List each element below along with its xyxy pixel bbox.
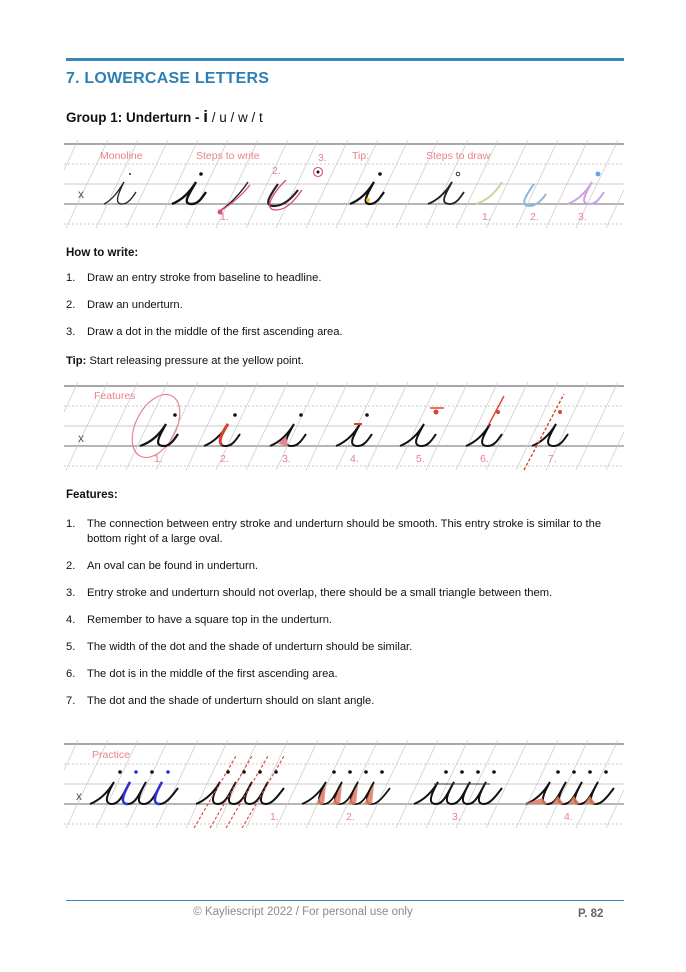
how-to-write-step [66,298,622,313]
group-letter: i [203,107,208,126]
feature-item [66,559,622,574]
feature-number: 4. [350,453,359,465]
feature-2-dot [233,413,237,417]
practice-guide-sheet [64,740,624,832]
how-to-write-list [66,271,622,352]
chapter-title: 7. LOWERCASE LETTERS [66,70,270,87]
tip-dot [378,172,382,176]
feature-item [66,640,622,655]
practice-label: Practice [92,749,130,761]
feature-1-letter [140,424,178,446]
practice-dot [150,770,154,774]
write-step-3-num: 3. [318,152,327,164]
group-prefix: Group 1: Underturn - [66,110,204,125]
practice-number: 4. [564,811,573,823]
features-x-mark: x [78,431,84,445]
practice-dot [348,770,352,774]
practice-dot [364,770,368,774]
steps-panel [64,140,624,232]
step-text: Draw a dot in the middle of the first ascending area. [87,326,343,338]
step-text: Draw an underturn. [87,299,183,311]
tip-text: Start releasing pressure at the yellow point. [86,355,304,367]
feature-item-text: Remember to have a square top in the underturn. [87,614,333,626]
practice-dot [460,770,464,774]
how-to-write-heading: How to write: [66,247,139,259]
practice-number: 1. [270,811,279,823]
practice-number: 3. [452,811,461,823]
write-step-2-num: 2. [272,165,281,177]
step-number: 3. [66,326,76,338]
features-panel [64,382,624,474]
practice-dot [604,770,608,774]
feature-6-slant [488,396,504,426]
practice-panel [64,740,624,832]
label-tip: Tip: [352,150,370,162]
feature-item-number: 4. [66,614,76,626]
top-rule [66,58,624,61]
feature-item [66,667,622,682]
feature-item [66,586,622,601]
practice-dot [476,770,480,774]
practice-dot [380,770,384,774]
draw-step-1-num: 1. [482,211,491,223]
step-number: 1. [66,272,76,284]
practice-x-mark: x [76,789,82,803]
how-to-write-step [66,325,622,340]
how-to-write-step [66,271,622,286]
draw-step-3-stroke [568,182,604,204]
feature-item-number: 5. [66,641,76,653]
features-guide-sheet [64,382,624,474]
monoline-dot [129,173,131,175]
write-step-3-dot [317,171,320,174]
feature-4-letter [336,424,372,446]
group-rest: / u / w / t [207,110,263,125]
tip-yellow-point [366,198,370,202]
feature-item [66,517,622,547]
write-step-1-stroke [220,182,248,211]
feature-item-text: The dot and the shade of underturn should on slant angle. [87,695,375,707]
feature-item-number: 7. [66,695,76,707]
practice-dot [166,770,170,774]
label-steps-to-draw: Steps to draw [426,150,491,162]
feature-number: 7. [548,453,557,465]
practice-dot [118,770,122,774]
features-heading: Features: [66,489,118,501]
practice-dot [242,770,246,774]
feature-1-dot [173,413,177,417]
shaded-dot [199,172,203,176]
steps-guide-sheet [64,140,624,232]
draw-step-3-num: 3. [578,211,587,223]
practice-dot [588,770,592,774]
page-number: P. 82 [578,908,604,920]
practice-dot [444,770,448,774]
feature-number: 5. [416,453,425,465]
feature-item-text: The connection between entry stroke and underturn should be smooth. This entry stroke is similar to the bottom right of a large oval. [87,518,602,545]
practice-dot [134,770,138,774]
steps-x-mark: x [78,187,84,201]
features-label: Features [94,390,136,402]
write-step-2-stroke [268,184,298,206]
draw-outline-dot [456,172,460,176]
practice-dot [556,770,560,774]
feature-3-dot [299,413,303,417]
feature-item [66,613,622,628]
practice-set-2-letters [302,782,390,804]
feature-number: 2. [220,453,229,465]
draw-step-2-num: 2. [530,211,539,223]
feature-2-shade [220,424,228,445]
feature-item-text: The dot is in the middle of the first ascending area. [87,668,338,680]
feature-6-letter [466,424,502,446]
practice-dot [274,770,278,774]
feature-5-dot [434,410,439,415]
group-title [66,107,263,127]
practice-set-0-letters [90,782,178,804]
feature-4-dot [365,413,369,417]
feature-6-dot [496,410,500,414]
step-number: 2. [66,299,76,311]
feature-item-number: 2. [66,560,76,572]
practice-dot [226,770,230,774]
draw-step-1-stroke [476,182,502,204]
tip-label: Tip: [66,355,87,367]
feature-3-letter [270,424,306,446]
practice-set-1-letters [196,782,284,804]
step-text: Draw an entry stroke from baseline to headline. [87,272,322,284]
practice-dot [332,770,336,774]
feature-item-text: Entry stroke and underturn should not overlap, there should be a small triangle between them. [87,587,553,599]
footer-rule [66,900,624,901]
monoline-letter-i [104,182,136,204]
feature-number: 6. [480,453,489,465]
practice-dot [258,770,262,774]
feature-number: 1. [154,453,163,465]
features-list [66,517,622,721]
write-step-1-num: 1. [220,211,229,223]
label-monoline: Monoline [100,150,143,162]
feature-5-letter [400,424,436,446]
practice-set-2-shades [316,784,374,804]
shaded-letter-i [172,182,206,204]
feature-item-number: 3. [66,587,76,599]
feature-number: 3. [282,453,291,465]
label-steps-to-write: Steps to write [196,150,260,162]
feature-item [66,694,622,709]
practice-dot [492,770,496,774]
feature-7-slant [524,394,564,470]
footer-copyright: © Kayliescript 2022 / For personal use only [193,906,413,918]
feature-item-number: 6. [66,668,76,680]
draw-step-3-dot [596,172,601,177]
tip-line [66,355,304,367]
feature-item-text: The width of the dot and the shade of underturn should be similar. [87,641,413,653]
practice-dot [572,770,576,774]
practice-set-3-letters [414,782,502,804]
practice-number: 2. [346,811,355,823]
feature-item-number: 1. [66,518,76,530]
feature-item-text: An oval can be found in underturn. [87,560,259,572]
feature-7-dot [558,410,562,414]
